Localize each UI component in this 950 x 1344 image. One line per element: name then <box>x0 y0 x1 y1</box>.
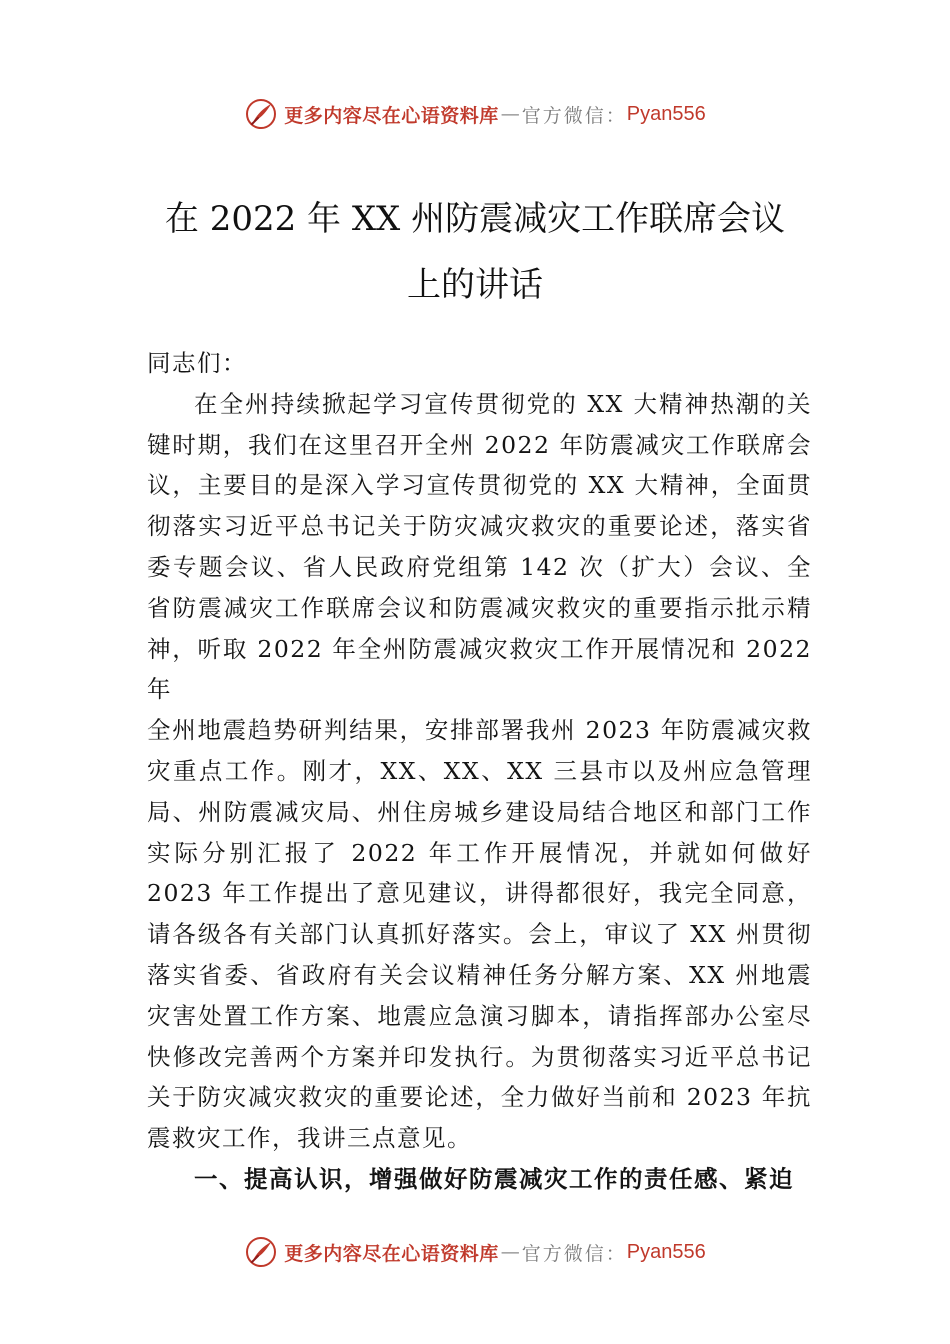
banner-wechat-id: Pyan556 <box>626 102 706 125</box>
banner-content <box>244 1235 706 1269</box>
header-banner <box>0 94 950 134</box>
paragraph-1-part-1: 在全州持续掀起学习宣传贯彻党的 XX 大精神热潮的关键时期，我们在这里召开全州 2022 年防震减灾工作联席会议，主要目的是深入学习宣传贯彻党的 XX 大精神，全面贯彻落实习近平总书记关于防灾减灾救灾的重要论述，落实省委专题会议、省人民政府党组第 142 次（扩大）会议、全省防震减灾工作联席会议和防震减灾救灾的重要指示批示精神，听取 2022 年全州防震减灾救灾工作开展情况和 2022 年 <box>147 389 812 704</box>
document-body <box>147 343 812 1200</box>
banner-wechat-label: 官方微信： <box>521 104 627 127</box>
banner-wechat-id: Pyan556 <box>626 1240 706 1263</box>
banner-main-text: 更多内容尽在心语资料库 <box>284 104 499 127</box>
paragraph-1-part-2: 全州地震趋势研判结果，安排部署我州 2023 年防震减灾救灾重点工作。刚才，XX、XX、XX 三县市以及州应急管理局、州防震减灾局、州住房城乡建设局结合地区和部门工作实际分别汇报了 2022 年工作开展情况，并就如何做好 2023 年工作提出了意见建议，讲得都很好，我完全同意，请各级各有关部门认真抓好落实。会上，审议了 XX 州贯彻落实省委、省政府有关会议精神任务分解方案、XX 州地震灾害处置工作方案、地震应急演习脚本，请指挥部办公室尽快修改完善两个方案并印发执行。为贯彻落实习近平总书记关于防灾减灾救灾的重要论述，全力做好当前和 2023 年抗震救灾工作，我讲三点意见。 <box>147 716 812 1153</box>
quill-logo-icon <box>244 1235 278 1269</box>
banner-content <box>244 97 706 131</box>
banner-separator: — <box>500 1241 520 1263</box>
title-line-2: 上的讲话 <box>407 265 543 305</box>
quill-logo-icon <box>244 97 278 131</box>
footer-banner <box>0 1232 950 1272</box>
title-line-1: 在 2022 年 XX 州防震减灾工作联席会议 <box>164 199 786 239</box>
salutation: 同志们： <box>147 349 247 377</box>
document-title <box>100 186 850 318</box>
banner-main-text: 更多内容尽在心语资料库 <box>284 1242 499 1265</box>
banner-separator: — <box>500 103 520 125</box>
banner-wechat-label: 官方微信： <box>521 1242 627 1265</box>
section-1-heading: 一、提高认识，增强做好防震减灾工作的责任感、紧迫 <box>194 1164 794 1193</box>
